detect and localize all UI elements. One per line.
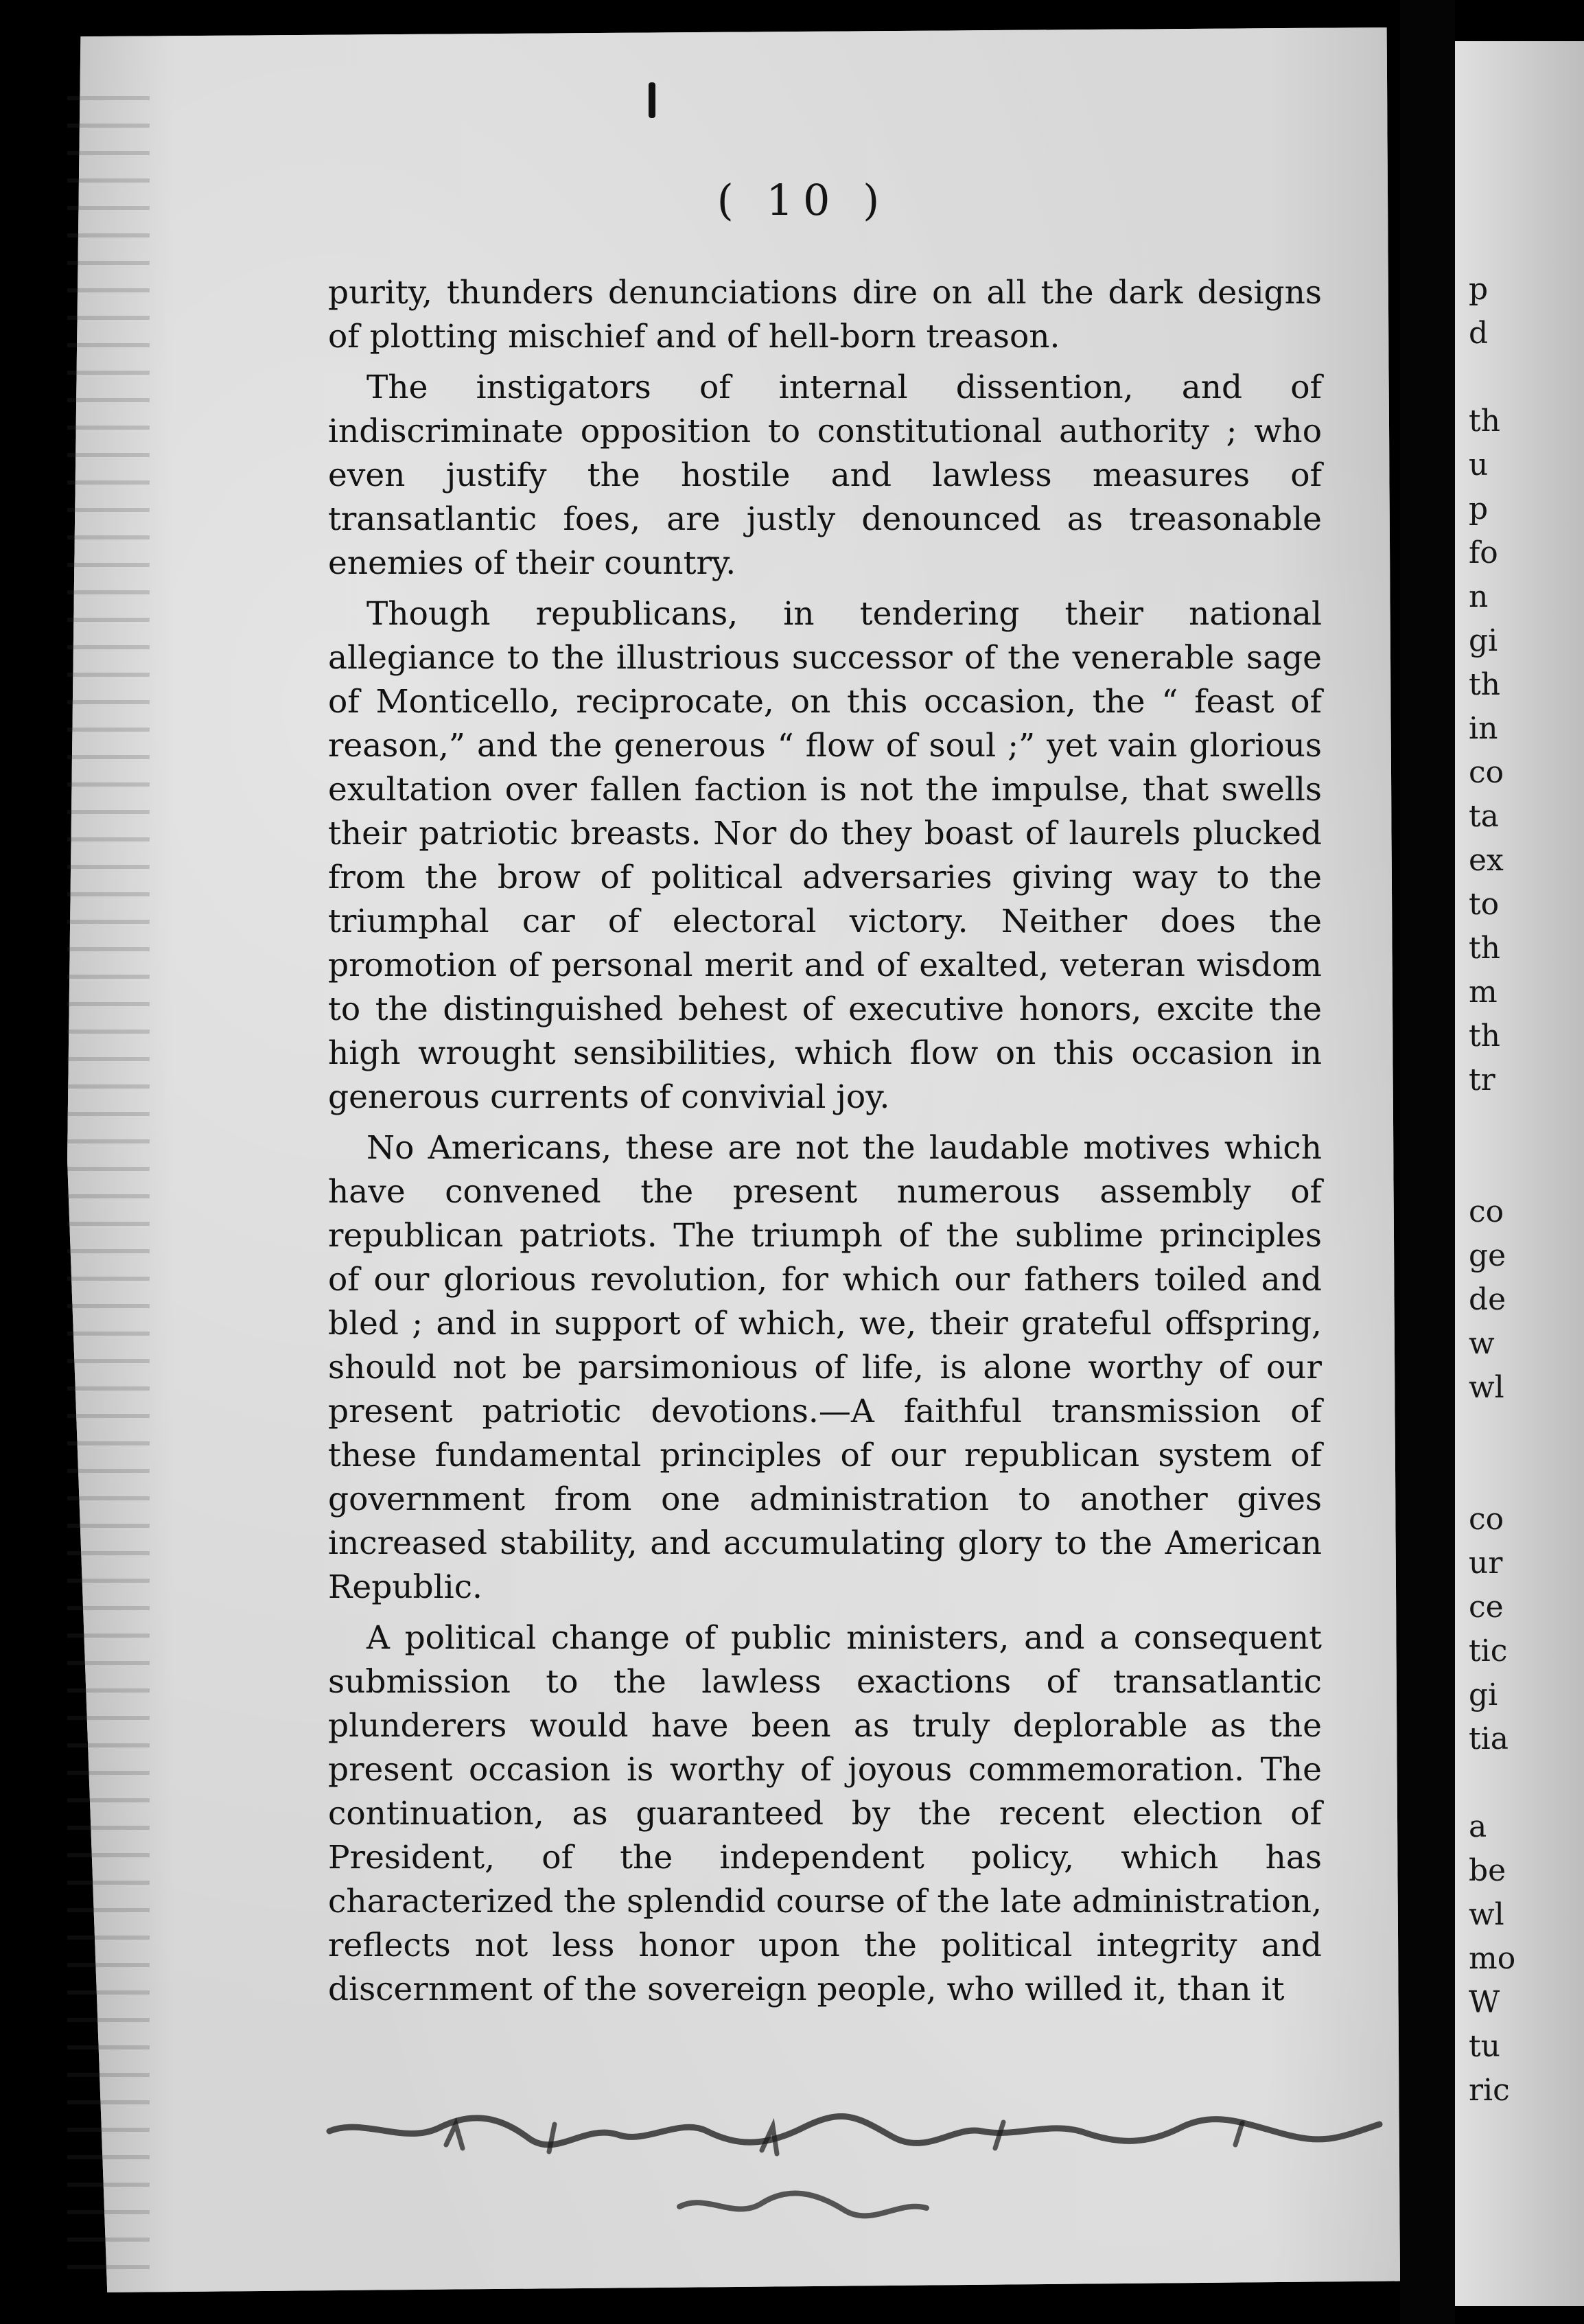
handwritten-inscription bbox=[323, 2090, 1393, 2248]
ink-mark bbox=[649, 82, 655, 118]
paragraph-4: No Americans, these are not the laudable motives which have convened the present numerous assembly of republican patriots. The triumph of the sublime principles of our glorious revolution, for which our fathers toiled and bled ; and in support of which, we, their grateful offspring, should not be parsimonious of life, is alone worthy of our present patriotic devotions.—A faithful transmission of these fundamental principles of our republican system of government from one administration to another gives increased stability, and accumulating glory to the American Republic. bbox=[328, 1129, 1322, 1606]
paragraph-2: The instigators of internal dissention, and of indiscriminate opposition to constitutional authority ; who even justify the hostile and lawless measures of transatlantic foes, are justly denounced as treasonable enemies of their country. bbox=[328, 369, 1322, 582]
page-number: ( 10 ) bbox=[717, 175, 889, 225]
adjacent-page-text: p d th u p fo n gi th in co ta ex to th m th tr co ge de w wl co ur ce tic gi tia a be wl mo W tu ric bbox=[1469, 272, 1516, 2108]
torn-binding-edge bbox=[67, 96, 150, 2292]
paragraph-1: purity, thunders denunciations dire on all the dark designs of plotting mischief and of hell-born treason. bbox=[328, 274, 1322, 356]
body-text bbox=[328, 271, 1322, 2019]
paragraph-5: A political change of public ministers, and a consequent submission to the lawless exactions of transatlantic plunderers would have been as truly deplorable as the present occasion is worthy of joyous commemoration. The continuation, as guaranteed by the recent election of President, of the independent policy, which has characterized the splendid course of the late administration, reflects not less honor upon the political integrity and discernment of the sovereign people, who willed it, than it bbox=[328, 1619, 1323, 2008]
paragraph-3: Though republicans, in tendering their national allegiance to the illustrious successor of the venerable sage of Monticello, reciprocate, on this occasion, the “ feast of reason,” and the generous “ flow of soul ;” yet vain glorious exultation over fallen faction is not the impulse, that swells their patriotic breasts. Nor do they boast of laurels plucked from the brow of political adversaries giving way to the triumphal car of electoral victory. Neither does the promotion of personal merit and of exalted, veteran wisdom to the distinguished behest of executive honors, excite the high wrought sensibilities, which flow on this occasion in generous currents of convivial joy. bbox=[328, 595, 1322, 1116]
book-gutter bbox=[1400, 0, 1455, 2324]
